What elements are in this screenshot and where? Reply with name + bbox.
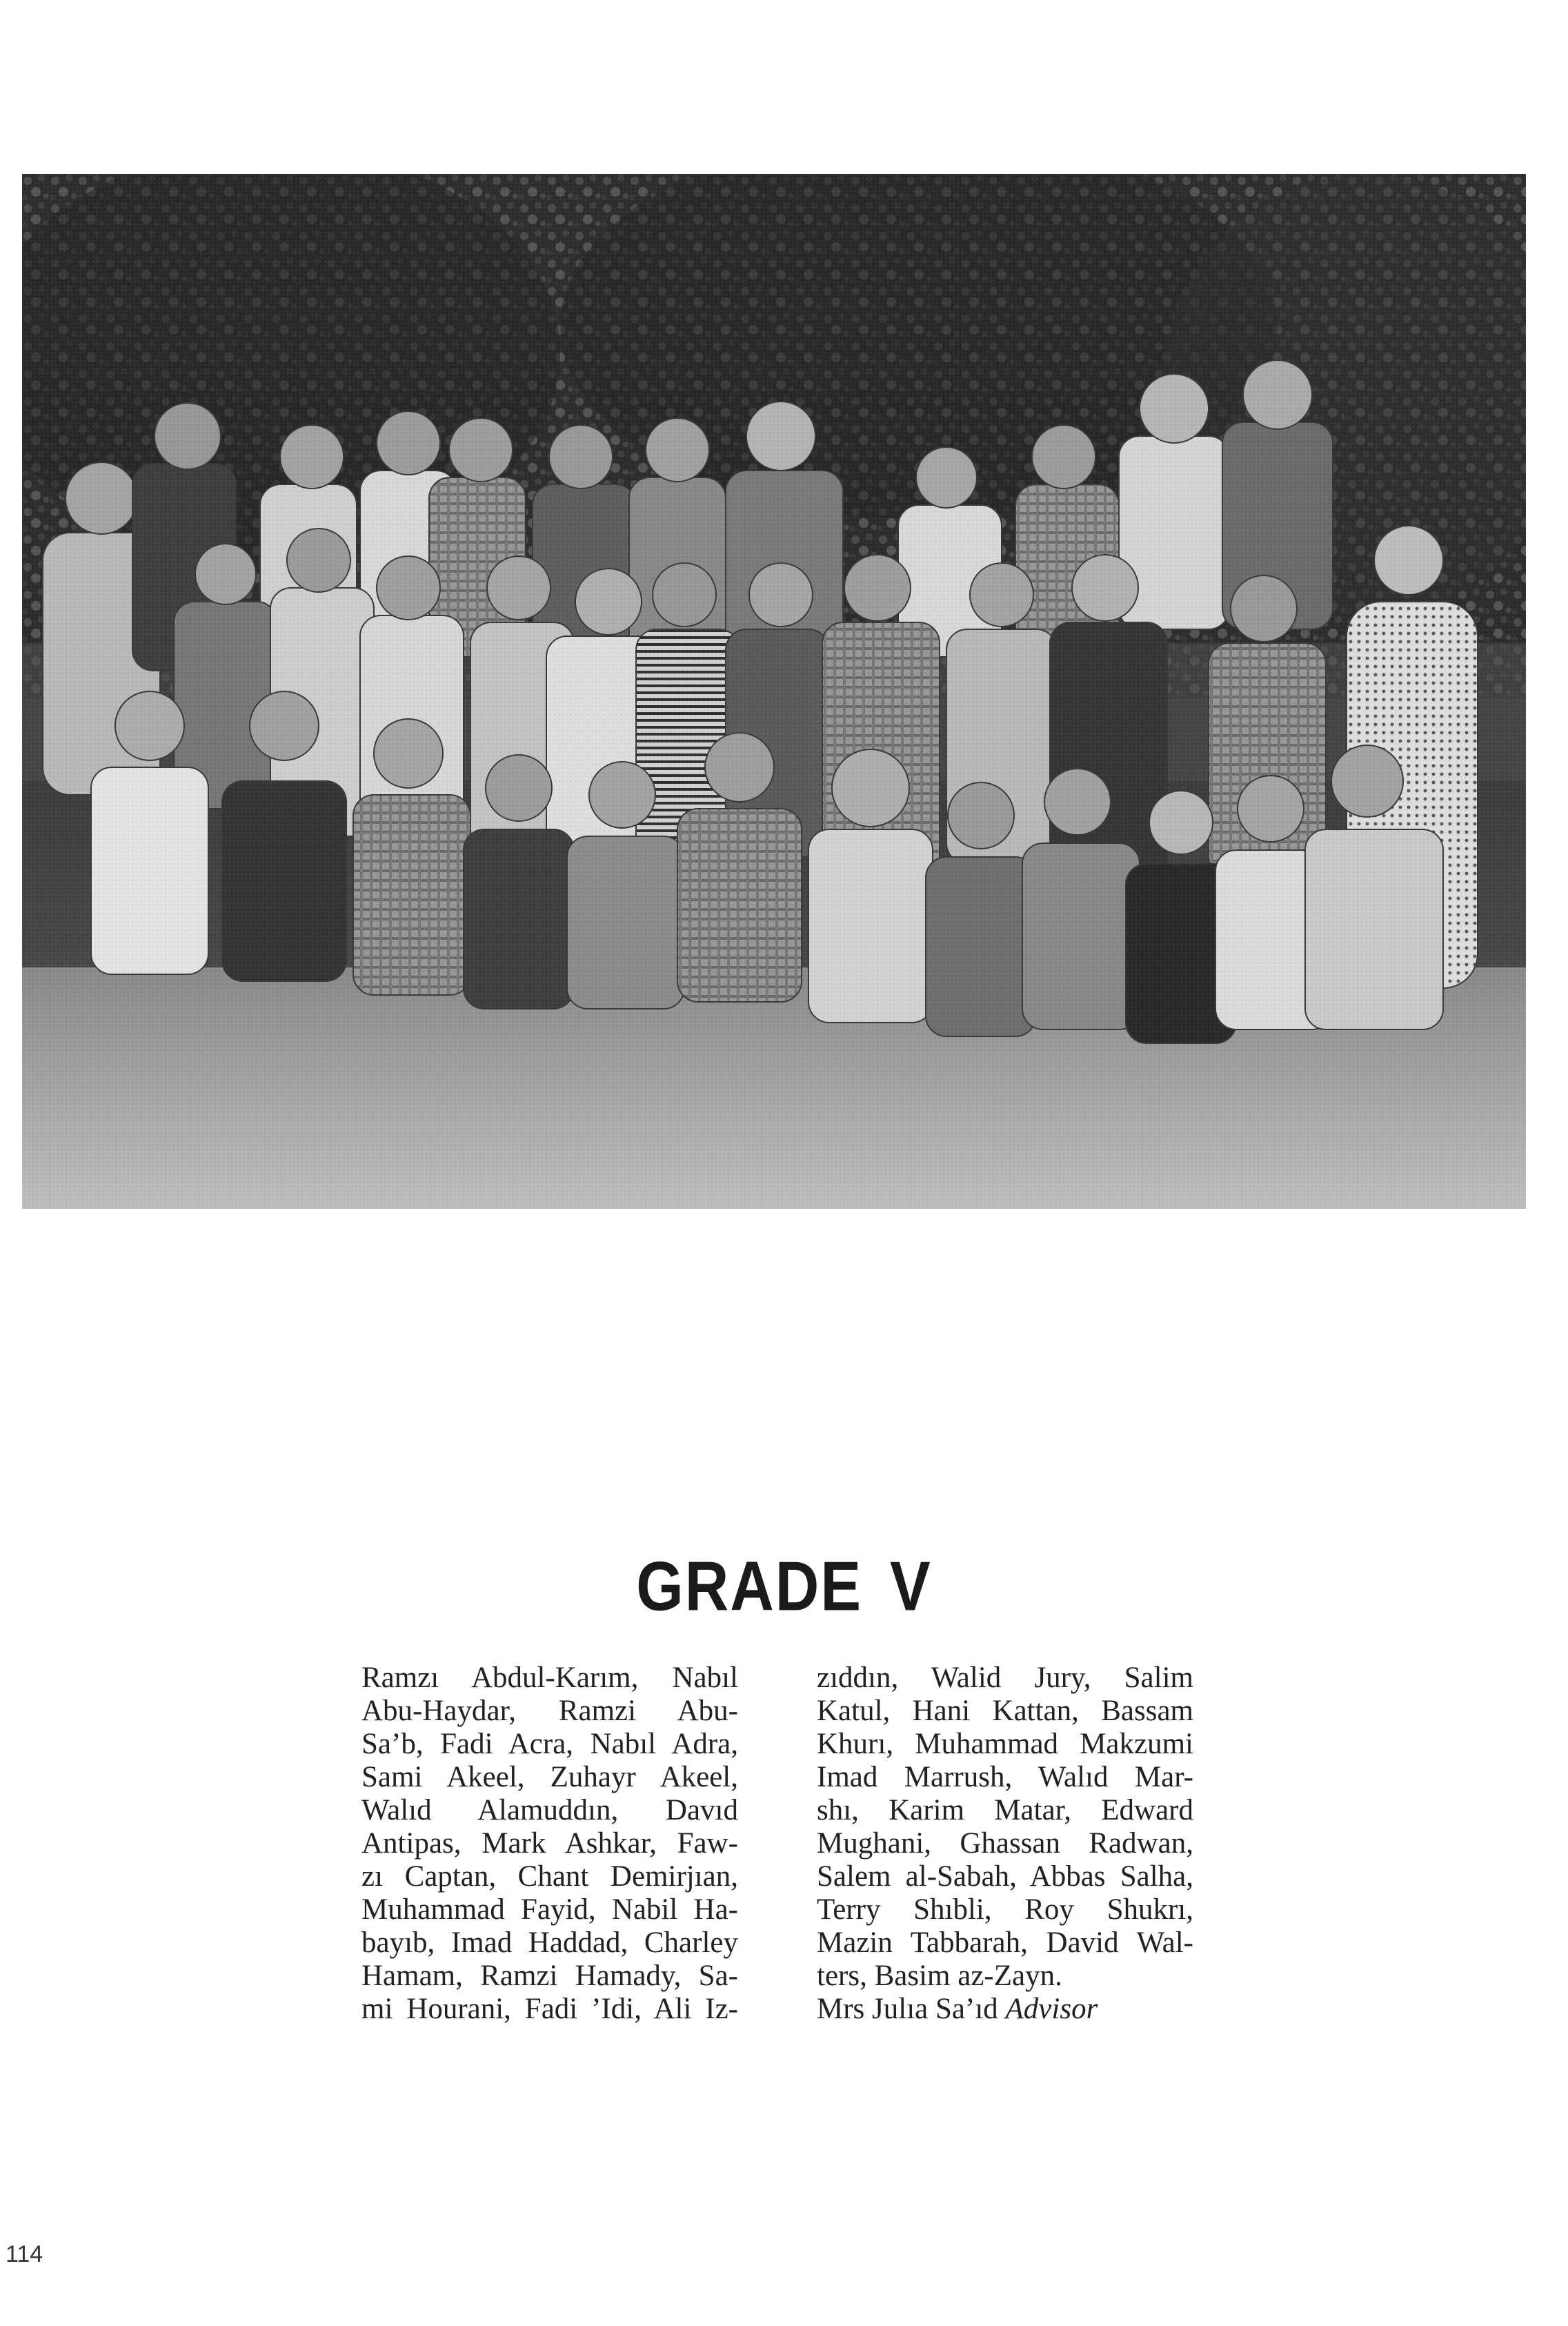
names-column-right	[817, 1662, 1193, 2026]
page-number: 114	[6, 2241, 43, 2267]
page-title	[0, 1546, 1568, 1626]
names-line: Salem al-Sabah, Abbas Salha,	[817, 1860, 1193, 1893]
names-line: Mazin Tabbarah, David Wal-	[817, 1926, 1193, 1959]
names-line: Sami Akeel, Zuhayr Akeel,	[361, 1761, 738, 1793]
names-line: Mughani, Ghassan Radwan,	[817, 1827, 1193, 1860]
names-line: Katul, Hani Kattan, Bassam	[817, 1695, 1193, 1727]
names-line: zıddın, Walid Jury, Salim	[817, 1662, 1193, 1694]
names-line: zı Captan, Chant Demirjıan,	[361, 1860, 738, 1893]
class-photo	[22, 174, 1526, 1209]
names-line: Hamam, Ramzi Hamady, Sa-	[361, 1960, 738, 1992]
class-photo-image	[22, 174, 1526, 1209]
title-numeral: V	[890, 1546, 932, 1626]
names-line: Imad Marrush, Walıd Mar-	[817, 1761, 1193, 1793]
names-line: ters, Basim az-Zayn.	[817, 1960, 1062, 1992]
names-line: Muhammad Fayid, Nabil Ha-	[361, 1893, 738, 1926]
names-line: Terry Shıbli, Roy Shukrı,	[817, 1893, 1193, 1926]
advisor-role: Advisor	[1005, 1993, 1098, 2025]
names-line: Walıd Alamuddın, Davıd	[361, 1794, 738, 1826]
names-line: Khurı, Muhammad Makzumi	[817, 1728, 1193, 1760]
advisor-name: Mrs Julıa Sa’ıd	[817, 1993, 998, 2025]
names-line: Antipas, Mark Ashkar, Faw-	[361, 1827, 738, 1860]
names-line: mi Hourani, Fadi ’Idi, Ali Iz-	[361, 1993, 738, 2025]
title-word: GRADE	[636, 1546, 863, 1626]
advisor-line	[817, 1993, 1193, 2026]
names-line: shı, Karim Matar, Edward	[817, 1794, 1193, 1826]
names-line: bayıb, Imad Haddad, Charley	[361, 1926, 738, 1959]
names-column-left	[361, 1662, 738, 2026]
names-line: Abu-Haydar, Ramzi Abu-	[361, 1695, 738, 1727]
names-line: Ramzı Abdul-Karım, Nabıl	[361, 1662, 738, 1694]
names-line: Sa’b, Fadi Acra, Nabıl Adra,	[361, 1728, 738, 1760]
